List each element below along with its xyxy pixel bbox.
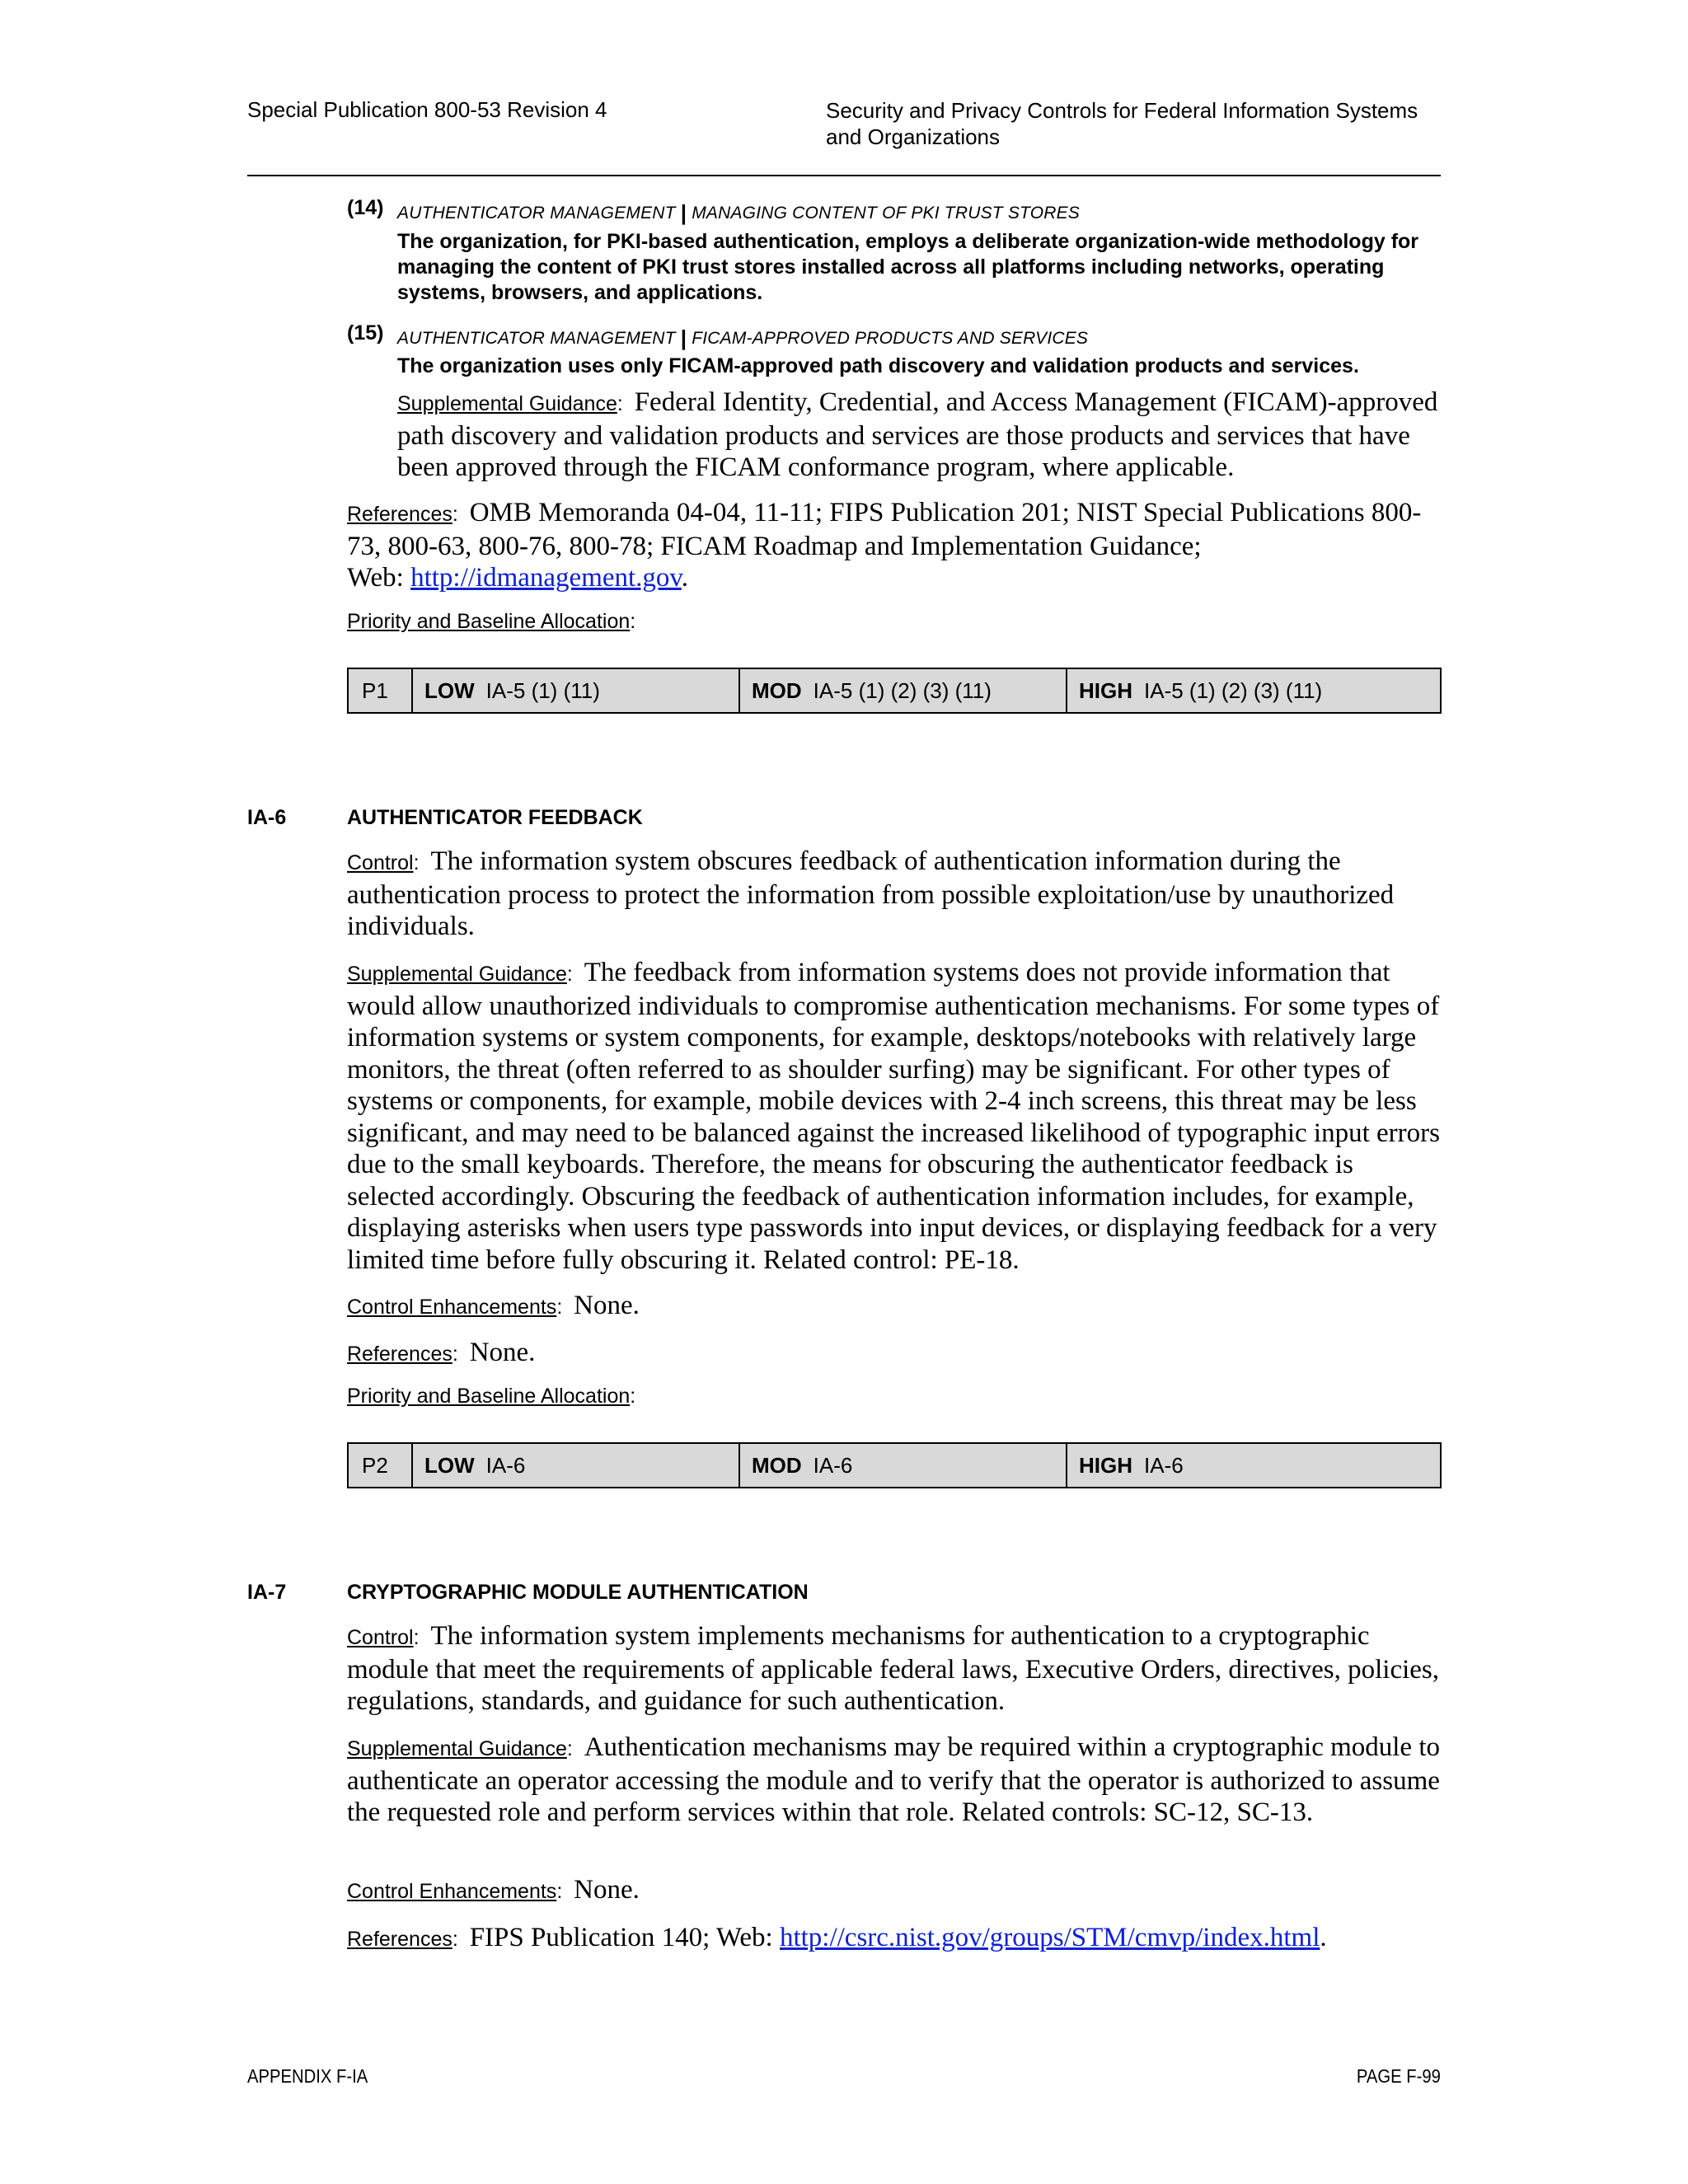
low-baseline-cell: LOW IA-5 (1) (11) <box>412 668 739 713</box>
ia6-control-enhancements: Control Enhancements: None. <box>347 1291 640 1320</box>
ia5-priority-label: Priority and Baseline Allocation: <box>347 610 636 633</box>
ia7-control-title: CRYPTOGRAPHIC MODULE AUTHENTICATION <box>347 1581 809 1604</box>
ia5-priority-table <box>347 668 1442 714</box>
enhancements-label: Control Enhancements <box>347 1880 557 1903</box>
title-separator: | <box>680 326 687 350</box>
running-header-right-line2: and Organizations <box>826 124 1001 149</box>
enhancement-14-text: The organization, for PKI-based authentication, employs a deliberate organization-wide methodology for managing the content of PKI trust stores installed across all platforms including networks, operating systems, browsers, and applications. <box>397 230 1419 304</box>
control-label: Control <box>347 851 414 874</box>
references-web-prefix: Web: <box>347 563 404 593</box>
running-header-left: Special Publication 800-53 Revision 4 <box>247 97 607 122</box>
running-header-right-line1: Security and Privacy Controls for Federal Information Systems <box>826 98 1418 123</box>
ia6-priority-label: Priority and Baseline Allocation: <box>347 1385 636 1408</box>
references-label: References <box>347 1343 452 1366</box>
enhancement-15-number: (15) <box>347 321 384 344</box>
ia5-references: References: OMB Memoranda 04-04, 11-11; FIPS Publication 201; NIST Special Publications 800-73, 800-63, 800-76, 800-78; FICAM Roadmap and Implementation Guidance; Web: http://idmanagement.gov. <box>347 498 1422 593</box>
ia6-control-title: AUTHENTICATOR FEEDBACK <box>347 806 643 829</box>
ia7-references: References: FIPS Publication 140; Web: http://csrc.nist.gov/groups/STM/cmvp/index.html. <box>347 1923 1327 1952</box>
footer-page-number: PAGE F-99 <box>1357 2065 1441 2087</box>
cmvp-link[interactable]: http://csrc.nist.gov/groups/STM/cmvp/index.html <box>779 1923 1320 1952</box>
low-baseline-cell: LOW IA-6 <box>412 1443 739 1488</box>
enhancement-14-title-a: AUTHENTICATOR MANAGEMENT <box>397 204 676 223</box>
control-text: The information system obscures feedback of authentication information during the authentication process to protect the information from possible exploitation/use by unauthorized individuals. <box>347 846 1395 941</box>
references-label: References <box>347 1928 452 1951</box>
guidance-text: The feedback from information systems does not provide information that would allow unauthorized individuals to compromise authentication mechanisms. For some types of information systems or system components, for example, desktops/notebooks with relatively large monitors, the threat (often referred to as shoulder surfing) may be significant. For other types of systems or components, for example, mobile devices with 2-4 inch screens, this threat may be less significant, and may need to be balanced against the increased likelihood of typographic input errors due to the small keyboards. Therefore, the means for obscuring the authenticator feedback is selected accordingly. Obscuring the feedback of authentication information includes, for example, displaying asterisks when users type passwords into input devices, or displaying feedback for a very limited time before fully obscuring it. Related control: PE-18. <box>347 958 1440 1275</box>
ia6-control-id: IA-6 <box>247 806 287 829</box>
high-baseline-cell: HIGH IA-5 (1) (2) (3) (11) <box>1067 668 1441 713</box>
references-label: References <box>347 503 452 526</box>
idmanagement-link[interactable]: http://idmanagement.gov <box>410 563 682 593</box>
footer-appendix: APPENDIX F-IA <box>247 2065 368 2087</box>
ia7-control-enhancements: Control Enhancements: None. <box>347 1875 640 1905</box>
guidance-label: Supplemental Guidance <box>397 392 617 415</box>
high-baseline-cell: HIGH IA-6 <box>1067 1443 1441 1488</box>
guidance-label: Supplemental Guidance <box>347 1737 567 1760</box>
ia6-priority-table <box>347 1442 1442 1488</box>
priority-cell: P1 <box>348 668 412 713</box>
enhancement-14-number: (14) <box>347 196 384 219</box>
mod-baseline-cell: MOD IA-5 (1) (2) (3) (11) <box>739 668 1067 713</box>
enhancements-label: Control Enhancements <box>347 1296 557 1319</box>
mod-baseline-cell: MOD IA-6 <box>739 1443 1067 1488</box>
ia7-control-statement: Control: The information system implements mechanisms for authentication to a cryptographic module that meet the requirements of applicable federal laws, Executive Orders, directives, policies, regulations, standards, and guidance for such authentication. <box>347 1621 1439 1716</box>
enhancement-14-title-b: MANAGING CONTENT OF PKI TRUST STORES <box>692 204 1081 223</box>
control-label: Control <box>347 1626 414 1649</box>
enhancement-15-title <box>397 326 1088 351</box>
guidance-text: Federal Identity, Credential, and Access Management (FICAM)-approved path discovery and validation products and services are those products and services that have been approved through the FICAM conformance program, where applicable. <box>397 387 1438 482</box>
title-separator: | <box>680 200 687 225</box>
enhancement-15-title-a: AUTHENTICATOR MANAGEMENT <box>397 329 676 348</box>
control-text: The information system implements mechanisms for authentication to a cryptographic module that meet the requirements of applicable federal laws, Executive Orders, directives, policies, regulations, standards, and guidance for such authentication. <box>347 1621 1439 1716</box>
running-header-right <box>826 97 1452 150</box>
guidance-text: Authentication mechanisms may be required within a cryptographic module to authenticate an operator accessing the module and to verify that the operator is authorized to assume the requested role and perform services within that role. Related controls: SC-12, SC-13. <box>347 1732 1440 1827</box>
guidance-label: Supplemental Guidance <box>347 963 567 986</box>
enhancement-15-title-b: FICAM-APPROVED PRODUCTS AND SERVICES <box>692 329 1089 348</box>
ia7-control-id: IA-7 <box>247 1581 287 1604</box>
enhancement-15-text: The organization uses only FICAM-approved path discovery and validation products and services. <box>397 354 1359 377</box>
ia6-references: References: None. <box>347 1338 536 1367</box>
ia6-control-statement: Control: The information system obscures feedback of authentication information during the authentication process to protect the information from possible exploitation/use by unauthorized individuals. <box>347 846 1395 941</box>
header-rule <box>247 175 1441 176</box>
enhancement-14-title <box>397 200 1080 226</box>
ia6-supplemental-guidance: Supplemental Guidance: The feedback from information systems does not provide information that would allow unauthorized individuals to compromise authentication mechanisms. For some types of information systems or system components, for example, desktops/notebooks with relatively large monitors, the threat (often referred to as shoulder surfing) may be significant. For other types of systems or components, for example, mobile devices with 2-4 inch screens, this threat may be less significant, and may need to be balanced against the increased likelihood of typographic input errors due to the small keyboards. Therefore, the means for obscuring the authenticator feedback is selected accordingly. Obscuring the feedback of authentication information includes, for example, displaying asterisks when users type passwords into input devices, or displaying feedback for a very limited time before fully obscuring it. Related control: PE-18. <box>347 958 1440 1275</box>
enhancement-15-guidance: Supplemental Guidance: Federal Identity, Credential, and Access Management (FICAM)-approved path discovery and validation products and services are those products and services that have been approved through the FICAM conformance program, where applicable. <box>397 387 1438 482</box>
ia7-supplemental-guidance: Supplemental Guidance: Authentication mechanisms may be required within a cryptographic module to authenticate an operator accessing the module and to verify that the operator is authorized to assume the requested role and perform services within that role. Related controls: SC-12, SC-13. <box>347 1732 1440 1827</box>
priority-cell: P2 <box>348 1443 412 1488</box>
references-text: OMB Memoranda 04-04, 11-11; FIPS Publication 201; NIST Special Publications 800-73, 800-63, 800-76, 800-78; FICAM Roadmap and Implementation Guidance; <box>347 498 1422 561</box>
